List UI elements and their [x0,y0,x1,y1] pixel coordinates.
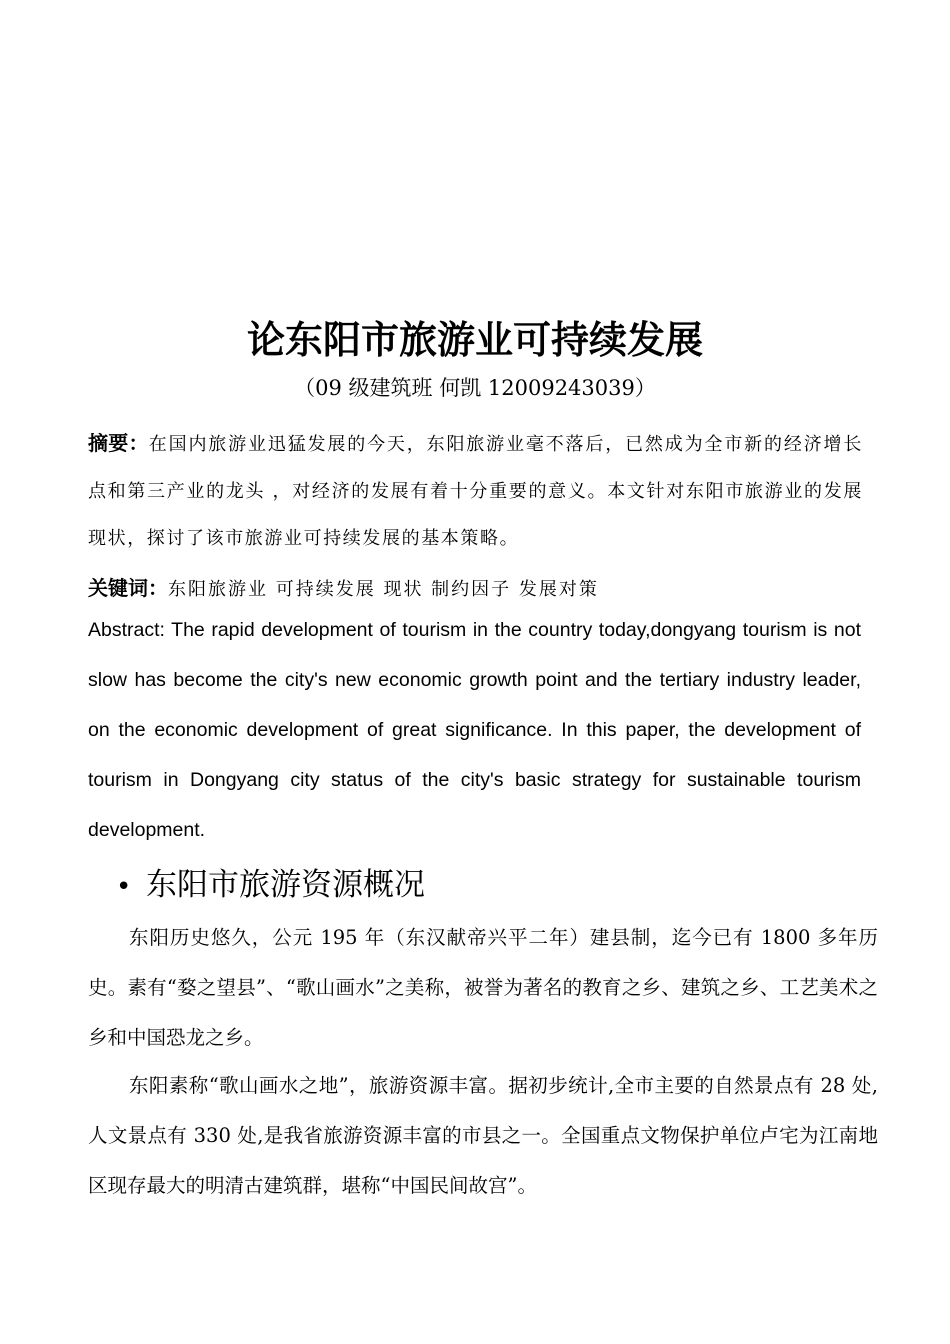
author-byline: （09 级建筑班 何凯 12009243039） [294,376,656,400]
paragraph: 东阳历史悠久，公元 195 年（东汉献帝兴平二年）建县制，迄今已有 1800 多年历史。素有“婺之望县”、“歌山画水”之美称，被誉为著名的教育之乡、建筑之乡、工艺美术之乡和中国恐龙之乡。 [88,926,878,1049]
section-heading [116,862,876,910]
english-abstract: Abstract: The rapid development of tourism in the country today,dongyang tourism is not slow has become the city's new economic growth point and the tertiary industry leader, on the economic development of great significance. In this paper, the development of tourism in Dongyang city status of the city's basic strategy for sustainable tourism development. [88,619,861,841]
keywords-label: 关键词： [88,576,168,600]
section-heading-text: 东阳市旅游资源概况 [146,867,425,903]
keywords [88,570,863,608]
paragraph: 东阳素称“歌山画水之地”，旅游资源丰富。据初步统计,全市主要的自然景点有 28 处,人文景点有 330 处,是我省旅游资源丰富的市县之一。全国重点文物保护单位卢宅为江南地区现存最大的明清古建筑群，堪称“中国民间故宫”。 [88,1074,878,1197]
abstract-text: 在国内旅游业迅猛发展的今天，东阳旅游业毫不落后，已然成为全市新的经济增长点和第三产业的龙头 ，对经济的发展有着十分重要的意义。本文针对东阳市旅游业的发展现状，探讨了该市旅游业可持续发展的基本策略。 [88,434,863,549]
bullet-icon: • [116,872,132,902]
chinese-abstract [88,420,863,562]
abstract-label: 摘要： [88,431,149,455]
document-title: 论东阳市旅游业可持续发展 [246,318,703,362]
keywords-text: 东阳旅游业 可持续发展 现状 制约因子 发展对策 [168,579,599,600]
